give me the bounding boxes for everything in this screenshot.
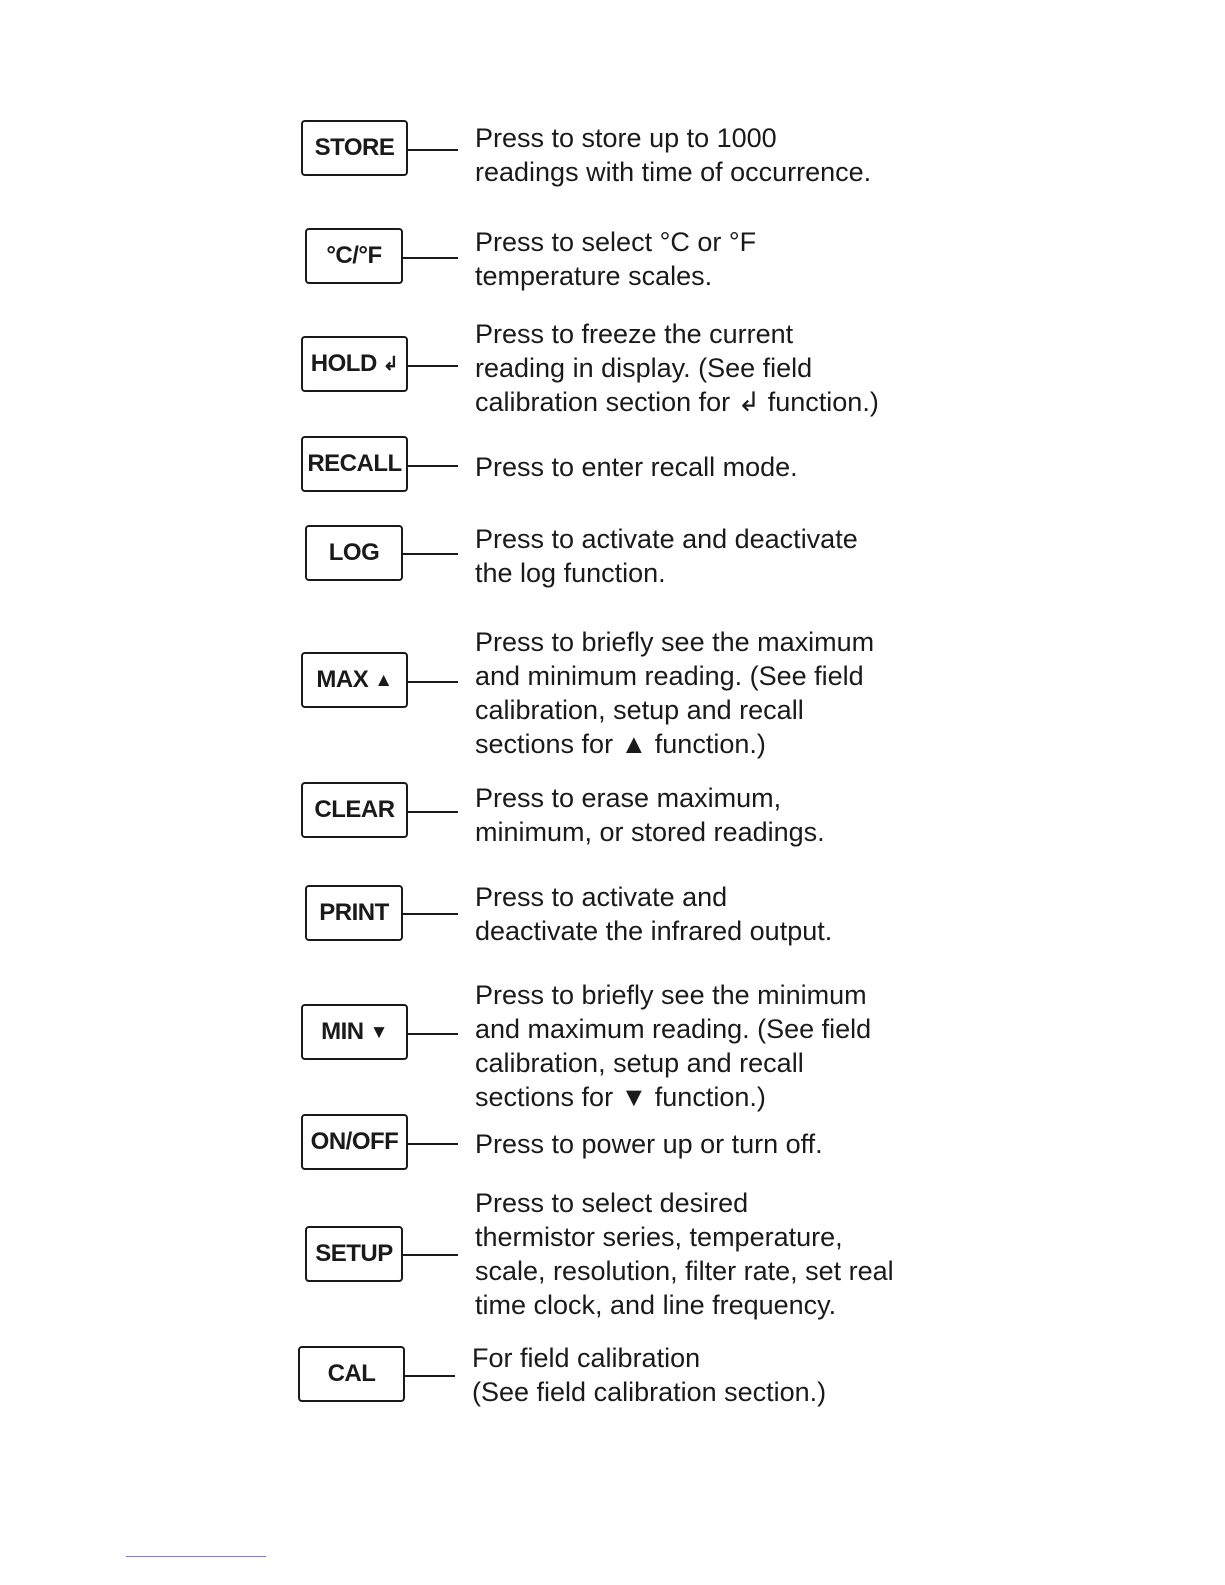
setup-key[interactable] xyxy=(305,1226,403,1282)
recall-description-line: Press to enter recall mode. xyxy=(475,452,798,482)
max-description-line: sections for ▲ function.) xyxy=(475,729,766,759)
cf-connector xyxy=(403,257,458,259)
setup-key-label: SETUP xyxy=(315,1240,393,1267)
cal-description-line: For field calibration xyxy=(472,1343,701,1373)
hold-description-line: calibration section for ↲ function.) xyxy=(475,387,879,417)
hold-description-line: Press to freeze the current xyxy=(475,319,794,349)
log-description xyxy=(475,522,858,590)
log-description-line: Press to activate and deactivate xyxy=(475,524,858,554)
cf-description xyxy=(475,225,756,293)
max-connector xyxy=(408,681,458,683)
store-connector xyxy=(408,149,458,151)
max-key[interactable] xyxy=(301,652,408,708)
setup-description xyxy=(475,1186,894,1322)
triangle-down-icon: ▼ xyxy=(369,1021,388,1043)
hold-connector xyxy=(408,365,458,367)
on-off-description xyxy=(475,1127,823,1161)
store-description-line: readings with time of occurrence. xyxy=(475,157,872,187)
clear-description-line: minimum, or stored readings. xyxy=(475,817,825,847)
cal-connector xyxy=(405,1375,455,1377)
cal-description-line: (See field calibration section.) xyxy=(472,1377,827,1407)
store-description-line: Press to store up to 1000 xyxy=(475,123,777,153)
on-off-description-line: Press to power up or turn off. xyxy=(475,1129,823,1159)
on-off-key[interactable] xyxy=(301,1114,408,1170)
cf-description-line: Press to select °C or °F xyxy=(475,227,757,257)
min-connector xyxy=(408,1033,458,1035)
min-key-label: MIN xyxy=(321,1018,364,1045)
min-description-line: Press to briefly see the minimum xyxy=(475,980,867,1010)
cal-key[interactable] xyxy=(298,1346,405,1402)
footer-rule xyxy=(126,1556,266,1557)
cf-description-line: temperature scales. xyxy=(475,261,713,291)
max-description-line: calibration, setup and recall xyxy=(475,695,804,725)
recall-connector xyxy=(408,465,458,467)
print-description-line: Press to activate and xyxy=(475,882,728,912)
max-description-line: and minimum reading. (See field xyxy=(475,661,864,691)
store-description xyxy=(475,121,871,189)
setup-description-line: Press to select desired xyxy=(475,1188,749,1218)
print-key-label: PRINT xyxy=(319,899,389,926)
hold-key[interactable] xyxy=(301,336,408,392)
min-description-line: and maximum reading. (See field xyxy=(475,1014,872,1044)
min-key[interactable] xyxy=(301,1004,408,1060)
clear-key[interactable] xyxy=(301,782,408,838)
on-off-key-label: ON/OFF xyxy=(310,1128,399,1155)
log-description-line: the log function. xyxy=(475,558,666,588)
setup-description-line: scale, resolution, filter rate, set real xyxy=(475,1256,894,1286)
print-key[interactable] xyxy=(305,885,403,941)
log-key-label: LOG xyxy=(328,539,380,566)
max-description xyxy=(475,625,874,761)
on-off-connector xyxy=(408,1143,458,1145)
clear-description xyxy=(475,781,825,849)
recall-key[interactable] xyxy=(301,436,408,492)
recall-key-label: RECALL xyxy=(307,450,402,477)
hold-description xyxy=(475,317,879,419)
hold-key-label: HOLD xyxy=(310,350,377,377)
clear-key-label: CLEAR xyxy=(314,796,395,823)
log-connector xyxy=(403,553,458,555)
print-description xyxy=(475,880,832,948)
cal-description xyxy=(472,1341,826,1409)
cf-key[interactable] xyxy=(305,228,403,284)
triangle-up-icon: ▲ xyxy=(374,669,393,691)
setup-description-line: thermistor series, temperature, xyxy=(475,1222,843,1252)
store-key[interactable] xyxy=(301,120,408,176)
min-description-line: sections for ▼ function.) xyxy=(475,1082,766,1112)
print-connector xyxy=(403,913,458,915)
min-description-line: calibration, setup and recall xyxy=(475,1048,804,1078)
log-key[interactable] xyxy=(305,525,403,581)
clear-description-line: Press to erase maximum, xyxy=(475,783,782,813)
cf-key-label: °C/°F xyxy=(326,242,382,269)
recall-description xyxy=(475,450,798,484)
min-description xyxy=(475,978,871,1114)
setup-connector xyxy=(403,1254,458,1256)
enter-arrow-icon: ↲ xyxy=(382,353,399,375)
max-description-line: Press to briefly see the maximum xyxy=(475,627,875,657)
setup-description-line: time clock, and line frequency. xyxy=(475,1290,837,1320)
max-key-label: MAX xyxy=(316,666,369,693)
store-key-label: STORE xyxy=(314,134,395,161)
cal-key-label: CAL xyxy=(327,1360,376,1387)
print-description-line: deactivate the infrared output. xyxy=(475,916,833,946)
hold-description-line: reading in display. (See field xyxy=(475,353,813,383)
clear-connector xyxy=(408,811,458,813)
